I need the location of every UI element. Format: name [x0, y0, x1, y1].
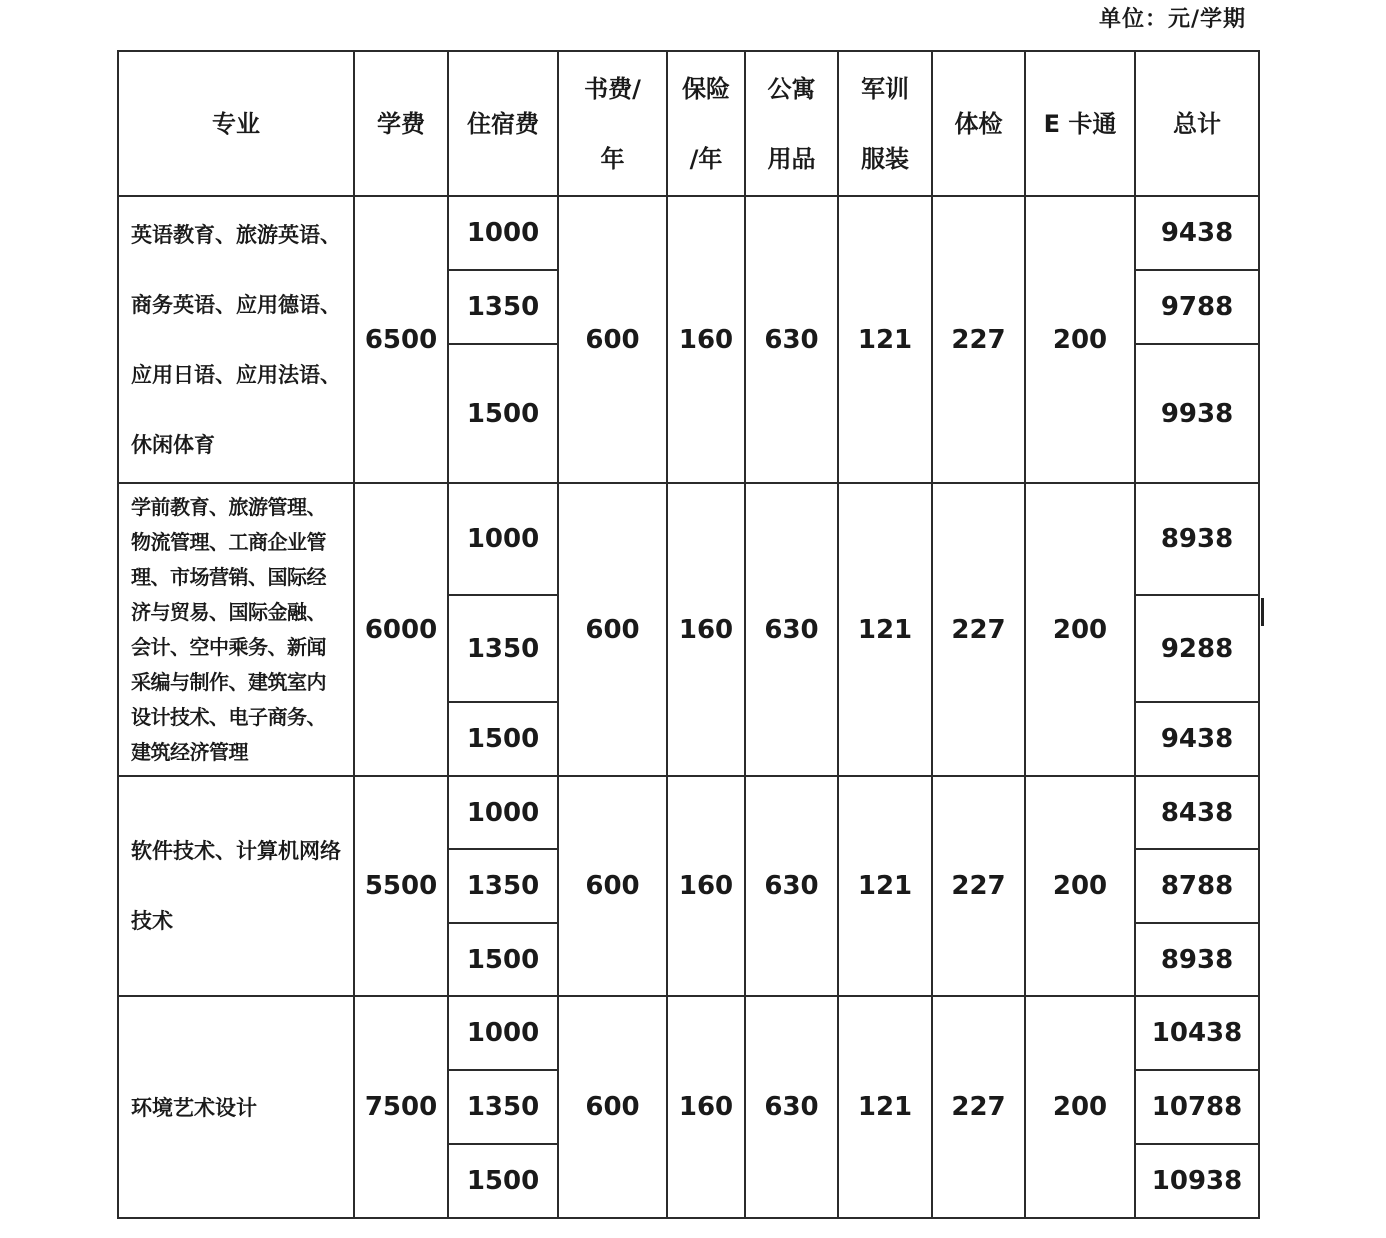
dorm-cell: 630	[745, 483, 838, 776]
fee-table	[117, 50, 1260, 1219]
header-checkup: 体检	[932, 51, 1025, 196]
military-cell: 121	[838, 196, 932, 483]
dorm-cell: 630	[745, 776, 838, 996]
checkup-cell: 227	[932, 196, 1025, 483]
header-books: 书费/ 年	[558, 51, 667, 196]
total-cell: 8938	[1135, 483, 1259, 595]
checkup-cell: 227	[932, 996, 1025, 1218]
total-cell: 10438	[1135, 996, 1259, 1070]
header-dorm-supplies: 公寓 用品	[745, 51, 838, 196]
lodging-cell: 1350	[448, 595, 558, 702]
lodging-cell: 1500	[448, 1144, 558, 1218]
dorm-cell: 630	[745, 996, 838, 1218]
insurance-cell: 160	[667, 776, 745, 996]
table-row	[118, 996, 1259, 1070]
tuition-cell: 7500	[354, 996, 448, 1218]
table-row	[118, 483, 1259, 595]
ecard-cell: 200	[1025, 196, 1135, 483]
table-row	[118, 776, 1259, 849]
header-major: 专业	[118, 51, 354, 196]
books-cell: 600	[558, 483, 667, 776]
dorm-cell: 630	[745, 196, 838, 483]
text-cursor	[1261, 598, 1264, 626]
header-insurance: 保险 /年	[667, 51, 745, 196]
ecard-cell: 200	[1025, 483, 1135, 776]
table-row	[118, 196, 1259, 270]
header-lodging: 住宿费	[448, 51, 558, 196]
insurance-cell: 160	[667, 483, 745, 776]
total-cell: 9288	[1135, 595, 1259, 702]
total-cell: 8788	[1135, 849, 1259, 923]
major-cell: 英语教育、旅游英语、商务英语、应用德语、应用日语、应用法语、休闲体育	[118, 196, 354, 483]
tuition-cell: 6500	[354, 196, 448, 483]
header-total: 总计	[1135, 51, 1259, 196]
lodging-cell: 1500	[448, 923, 558, 996]
major-cell: 环境艺术设计	[118, 996, 354, 1218]
total-cell: 8438	[1135, 776, 1259, 849]
checkup-cell: 227	[932, 483, 1025, 776]
lodging-cell: 1500	[448, 702, 558, 776]
ecard-cell: 200	[1025, 996, 1135, 1218]
lodging-cell: 1350	[448, 1070, 558, 1144]
lodging-cell: 1000	[448, 776, 558, 849]
tuition-cell: 6000	[354, 483, 448, 776]
total-cell: 9438	[1135, 702, 1259, 776]
military-cell: 121	[838, 996, 932, 1218]
military-cell: 121	[838, 776, 932, 996]
lodging-cell: 1500	[448, 344, 558, 483]
header-row	[118, 51, 1259, 196]
header-ecard: E 卡通	[1025, 51, 1135, 196]
total-cell: 9938	[1135, 344, 1259, 483]
ecard-cell: 200	[1025, 776, 1135, 996]
total-cell: 8938	[1135, 923, 1259, 996]
major-cell: 学前教育、旅游管理、物流管理、工商企业管理、市场营销、国际经济与贸易、国际金融、会计、空中乘务、新闻采编与制作、建筑室内设计技术、电子商务、建筑经济管理	[118, 483, 354, 776]
total-cell: 10788	[1135, 1070, 1259, 1144]
books-cell: 600	[558, 996, 667, 1218]
lodging-cell: 1000	[448, 483, 558, 595]
total-cell: 9438	[1135, 196, 1259, 270]
books-cell: 600	[558, 776, 667, 996]
checkup-cell: 227	[932, 776, 1025, 996]
total-cell: 9788	[1135, 270, 1259, 344]
header-tuition: 学费	[354, 51, 448, 196]
lodging-cell: 1000	[448, 196, 558, 270]
total-cell: 10938	[1135, 1144, 1259, 1218]
lodging-cell: 1350	[448, 849, 558, 923]
unit-label: 单位：元/学期	[1099, 7, 1247, 32]
books-cell: 600	[558, 196, 667, 483]
major-cell: 软件技术、计算机网络技术	[118, 776, 354, 996]
military-cell: 121	[838, 483, 932, 776]
insurance-cell: 160	[667, 996, 745, 1218]
tuition-cell: 5500	[354, 776, 448, 996]
header-military-uniform: 军训 服装	[838, 51, 932, 196]
insurance-cell: 160	[667, 196, 745, 483]
lodging-cell: 1000	[448, 996, 558, 1070]
lodging-cell: 1350	[448, 270, 558, 344]
